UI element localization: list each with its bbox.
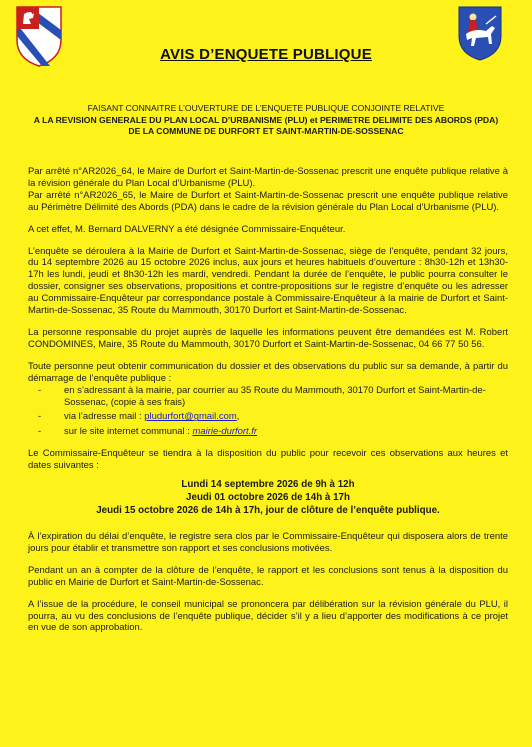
access-mairie-text: en s’adressant à la mairie, par courrier au 35 Route du Mammouth, 30170 Durfort et Saint-Martin-de-Sossenac, (copie à ses frais) — [64, 384, 486, 408]
subtitle-line-3: DE LA COMMUNE DE DURFORT ET SAINT-MARTIN-DE-SOSSENAC — [128, 126, 404, 137]
paragraph-permanences: Le Commissaire-Enquêteur se tiendra à la disposition du public pour recevoir ces observations aux heures et dates suivantes : — [28, 448, 508, 472]
subtitle-line-2: A LA REVISION GENERALE DU PLAN LOCAL D’URBANISME (PLU) et PERIMETRE DELIMITE DES ABORDS (PDA) — [33, 114, 499, 125]
paragraph-arrete-plu: Par arrêté n°AR2026_64, le Maire de Durfort et Saint-Martin-de-Sossenac prescrit une enquête publique relative à la révision générale du Plan Local d’Urbanisme (PLU). — [28, 166, 508, 189]
paragraph-communication: Toute personne peut obtenir communication du dossier et des observations du public sur sa demande, à partir du démarrage de l’enquête publique : — [28, 360, 508, 384]
date-line-1: Lundi 14 septembre 2026 de 9h à 12h — [181, 479, 355, 491]
permanence-dates — [28, 478, 508, 517]
list-item — [28, 426, 508, 438]
list-item — [28, 385, 508, 409]
paragraph-arrete-pda: Par arrêté n°AR2026_65, le Maire de Durfort et Saint-Martin-de-Sossenac prescrit une enquête publique relative au Périmètre Délimité des Abords (PDA) dans le cadre de la révision générale du Plan Local d’Urbanisme (PLU). — [28, 189, 508, 213]
paragraph-responsable: La personne responsable du projet auprès de laquelle les informations peuvent être demandées est M. Robert CONDOMINES, Maire, 35 Route du Mammouth, 30170 Durfort et Saint-Martin-de-Sossenac, 04 66 77 50 56. — [28, 326, 508, 350]
access-site-label: sur le site internet communal : — [64, 426, 193, 438]
notice-body — [28, 166, 508, 644]
paragraph-consultation: Pendant un an à compter de la clôture de l’enquête, le rapport et les conclusions sont tenus à la disposition du public en Mairie de Durfort et Saint-Martin-de-Sossenac. — [28, 564, 508, 588]
paragraph-issue: A l’issue de la procédure, le conseil municipal se prononcera par délibération sur la révision générale du PLU, il pourra, au vu des conclusions de l’enquête publique, décider s’il y a lieu d’apporter des modifications à ce projet en vue de son approbation. — [28, 598, 508, 634]
list-item — [28, 411, 508, 423]
date-line-3: Jeudi 15 octobre 2026 de 14h à 17h, jour de clôture de l’enquête publique. — [96, 505, 440, 517]
notice-subtitle — [30, 103, 502, 138]
page-title: AVIS D’ENQUETE PUBLIQUE — [160, 46, 372, 63]
paragraph-expiration: À l’expiration du délai d’enquête, le registre sera clos par le Commissaire-Enquêteur qui disposera alors de trente jours pour établir et transmettre son rapport et ses conclusions motivées. — [28, 531, 508, 554]
paragraph-commissaire: A cet effet, M. Bernard DALVERNY a été désignée Commissaire-Enquêteur. — [28, 223, 346, 235]
subtitle-line-1: FAISANT CONNAITRE L’OUVERTURE DE L’ENQUETE PUBLIQUE CONJOINTE RELATIVE — [87, 103, 445, 113]
date-line-2: Jeudi 01 octobre 2026 de 14h à 17h — [186, 492, 350, 504]
access-list — [28, 385, 508, 439]
email-link[interactable]: pludurfort@gmail.com — [144, 411, 237, 423]
paragraph-deroulement: L’enquête se déroulera à la Mairie de Durfort et Saint-Martin-de-Sossenac, siège de l’enquête, pendant 32 jours, du 14 septembre 2026 au 15 octobre 2026 inclus, aux jours et heures habituels d’ouverture : 8h30-12h et 13h30-17h les lundi, jeudi et 8h30-12h les mardi, vendredi. Pendant la durée de l’enquête, le public pourra consulter le dossier, consigner ses observations, propositions et contre-propositions sur le registre d’enquête ou les adresser au Commissaire-Enquêteur par correspondance postale à Commissaire-Enquêteur à la mairie de Durfort et Saint-Martin-de-Sossenac, 35 Route du Mammouth, 30170 Durfort et Saint-Martin-de-Sossenac. — [28, 245, 508, 317]
access-mail-suffix: , — [236, 411, 240, 423]
website-link[interactable]: mairie-durfort.fr — [192, 426, 258, 438]
access-mail-label: via l’adresse mail : — [64, 411, 145, 423]
